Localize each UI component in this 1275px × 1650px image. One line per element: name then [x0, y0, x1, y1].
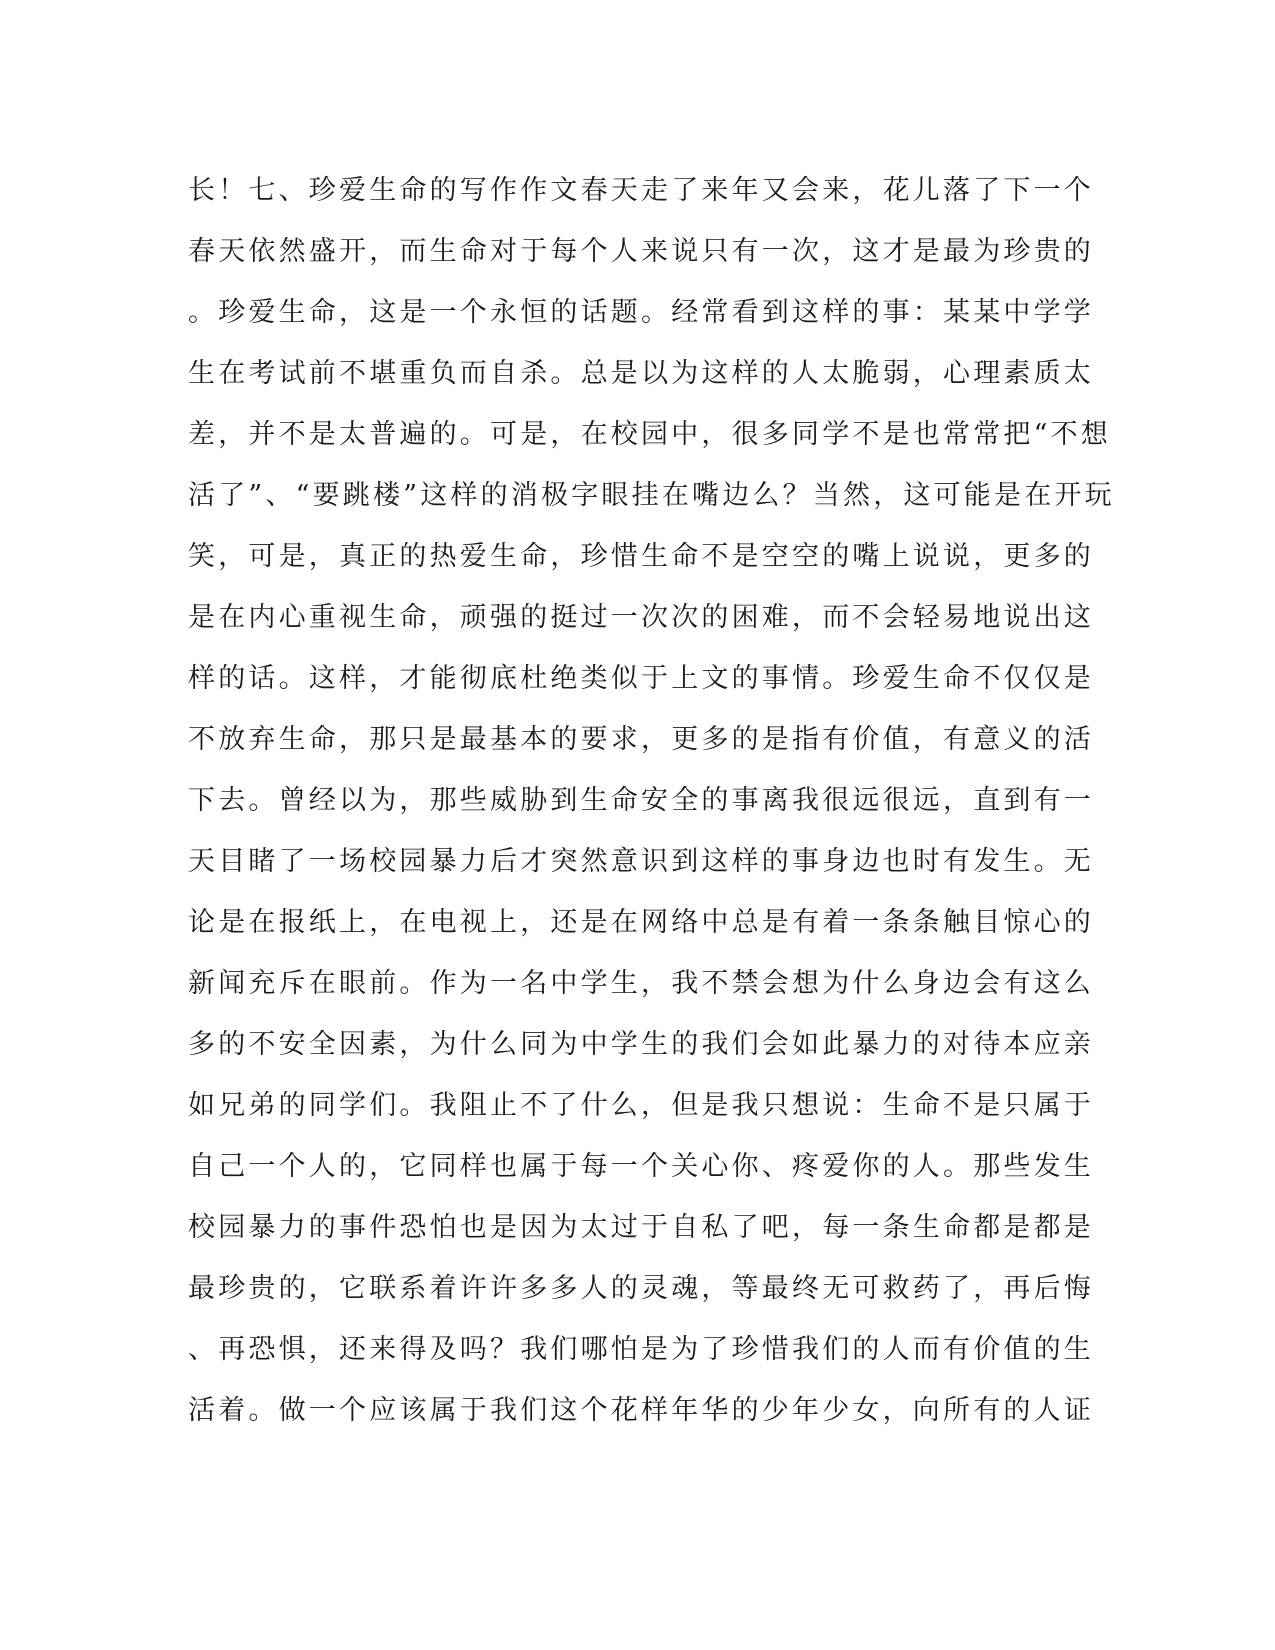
text-line: 自己一个人的，它同样也属于每一个关心你、疼爱你的人。那些发生: [188, 1151, 1094, 1182]
text-line: 不放弃生命，那只是最基本的要求，更多的是指有价值，有意义的活: [188, 724, 1094, 755]
text-line: 活着。做一个应该属于我们这个花样年华的少年少女，向所有的人证: [188, 1395, 1094, 1426]
text-line: 。珍爱生命，这是一个永恒的话题。经常看到这样的事：某某中学学: [188, 297, 1094, 328]
text-line: 校园暴力的事件恐怕也是因为太过于自私了吧，每一条生命都是都是: [188, 1212, 1094, 1243]
text-line: 天目睹了一场校园暴力后才突然意识到这样的事身边也时有发生。无: [188, 846, 1094, 877]
text-line: 差，并不是太普遍的。可是，在校园中，很多同学不是也常常把“不想: [188, 419, 1112, 450]
text-line: 、再恐惧，还来得及吗？我们哪怕是为了珍惜我们的人而有价值的生: [188, 1334, 1094, 1365]
text-line: 论是在报纸上，在电视上，还是在网络中总是有着一条条触目惊心的: [188, 907, 1094, 938]
text-line: 是在内心重视生命，顽强的挺过一次次的困难，而不会轻易地说出这: [188, 602, 1094, 633]
text-line: 最珍贵的，它联系着许许多多人的灵魂，等最终无可救药了，再后悔: [188, 1273, 1094, 1304]
text-line: 样的话。这样，才能彻底杜绝类似于上文的事情。珍爱生命不仅仅是: [188, 663, 1094, 694]
text-line: 长！七、珍爱生命的写作作文春天走了来年又会来，花儿落了下一个: [188, 175, 1094, 206]
text-line: 新闻充斥在眼前。作为一名中学生，我不禁会想为什么身边会有这么: [188, 968, 1094, 999]
text-line: 下去。曾经以为，那些威胁到生命安全的事离我很远很远，直到有一: [188, 785, 1094, 816]
text-line: 活了”、“要跳楼”这样的消极字眼挂在嘴边么？当然，这可能是在开玩: [188, 480, 1115, 511]
text-line: 生在考试前不堪重负而自杀。总是以为这样的人太脆弱，心理素质太: [188, 358, 1094, 389]
text-line: 笑，可是，真正的热爱生命，珍惜生命不是空空的嘴上说说，更多的: [188, 541, 1094, 572]
text-line: 如兄弟的同学们。我阻止不了什么，但是我只想说：生命不是只属于: [188, 1090, 1094, 1121]
essay-body: [188, 160, 1115, 1441]
text-line: 多的不安全因素，为什么同为中学生的我们会如此暴力的对待本应亲: [188, 1029, 1094, 1060]
text-line: 春天依然盛开，而生命对于每个人来说只有一次，这才是最为珍贵的: [188, 236, 1094, 267]
